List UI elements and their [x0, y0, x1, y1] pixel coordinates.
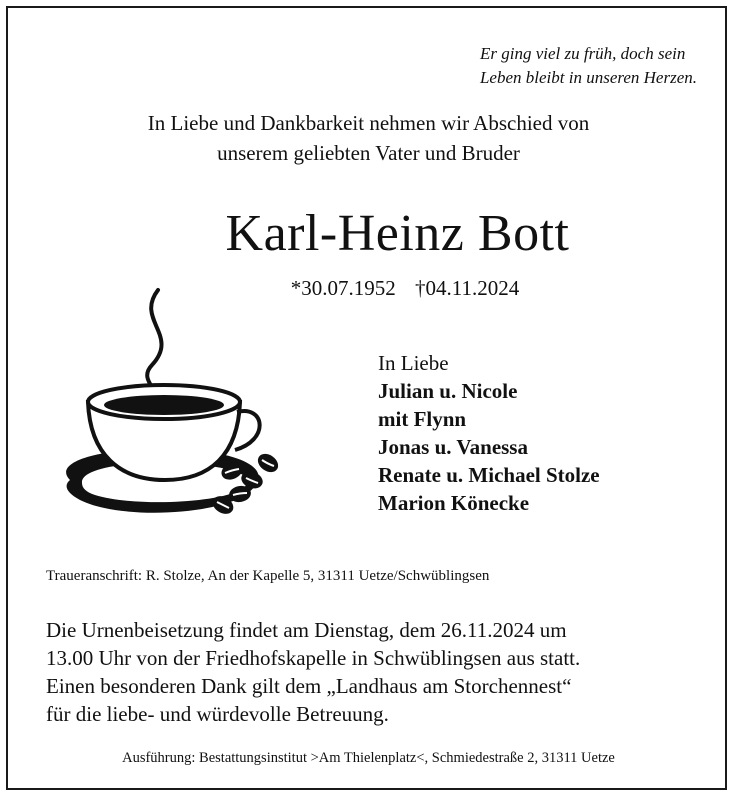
- quote-line: Er ging viel zu früh, doch sein: [479, 44, 686, 63]
- family-member: Jonas u. Vanessa: [378, 435, 528, 459]
- family-intro: In Liebe: [378, 351, 449, 375]
- quote: [480, 42, 697, 90]
- mourning-address: Traueranschrift: R. Stolze, An der Kapelle 5, 31311 Uetze/Schwüblingsen: [46, 568, 490, 584]
- intro-text: [0, 108, 737, 168]
- announcement-line: Einen besonderen Dank gilt dem „Landhaus am Storchennest“: [46, 674, 572, 698]
- family-member: mit Flynn: [378, 407, 467, 431]
- intro-line: In Liebe und Dankbarkeit nehmen wir Abschied von: [147, 111, 590, 135]
- announcement-line: Die Urnenbeisetzung findet am Dienstag, dem 26.11.2024 um: [46, 618, 567, 642]
- birth-date: *30.07.1952: [290, 276, 396, 300]
- announcement-text: [46, 616, 706, 728]
- announcement-line: für die liebe- und würdevolle Betreuung.: [46, 702, 389, 726]
- deceased-name: Karl-Heinz Bott: [225, 205, 570, 262]
- coffee-cup-icon: [40, 280, 290, 530]
- undertaker-footer: Ausführung: Bestattungsinstitut >Am Thielenplatz<, Schmiedestraße 2, 31311 Uetze: [122, 750, 615, 766]
- quote-line: Leben bleibt in unseren Herzen.: [479, 68, 697, 87]
- death-date: †04.11.2024: [415, 276, 520, 300]
- family-member: Julian u. Nicole: [378, 379, 518, 403]
- announcement-line: 13.00 Uhr von der Friedhofskapelle in Schwüblingsen aus statt.: [46, 646, 581, 670]
- family-member: Renate u. Michael Stolze: [378, 463, 600, 487]
- family-list: [378, 349, 600, 517]
- intro-line: unserem geliebten Vater und Bruder: [217, 141, 520, 165]
- family-member: Marion Könecke: [378, 491, 530, 515]
